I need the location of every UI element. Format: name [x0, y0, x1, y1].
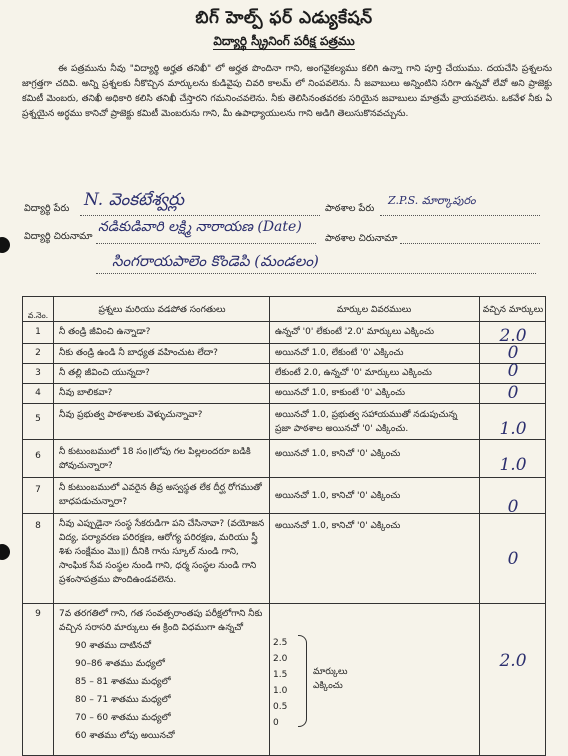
row-border-6 — [23, 477, 545, 478]
row-border-3 — [23, 383, 545, 384]
school-address-line — [400, 243, 540, 244]
col-divider-1 — [53, 297, 54, 755]
row-6-no: 6 — [35, 451, 41, 461]
row-border-2 — [23, 363, 545, 364]
row-border-header — [23, 321, 545, 322]
row-5-score[interactable]: 1.0 — [499, 419, 527, 439]
grade-mark-5: 0.5 — [273, 702, 288, 712]
student-address-value[interactable]: నడికుడివారి లక్ష్మి నారాయణ (Date) — [98, 219, 302, 235]
student-address-line — [96, 243, 316, 244]
row-9-score[interactable]: 2.0 — [499, 651, 527, 671]
col-divider-2 — [269, 297, 270, 755]
row-6-score[interactable]: 1.0 — [499, 455, 527, 475]
grade-band-2: 90–86 శాతము మధ్యలో — [75, 659, 165, 669]
row-3-score[interactable]: 0 — [507, 361, 519, 381]
row-5-detail: అయినచో 1.0, ప్రభుత్వ సహాయముతో నడుపుచున్న ప్రజా పాఠశాల అయినచో '0' ఎక్కించు. — [275, 410, 458, 434]
header-sno: వ.నెం. — [27, 311, 49, 320]
grade-mark-1: 2.5 — [273, 638, 288, 648]
student-address-label: విద్యార్థి చిరునామా — [24, 231, 93, 242]
row-2-question: నీకు తండ్రి ఉండి నీ బాధ్యత వహించుట లేదా? — [59, 348, 218, 358]
row-7-question: నీ కుటుంబములో ఎవరైన తీవ్ర అస్వస్థత లేక దీర్ఘ రోగముతో బాధపడుచున్నారా? — [59, 483, 262, 507]
grade-marks-scale — [273, 635, 287, 731]
grade-mark-2: 2.0 — [273, 654, 288, 664]
row-5-question: నీవు ప్రభుత్వ పాఠశాలకు వెళ్ళుచున్నావా? — [59, 410, 203, 420]
row-2-score[interactable]: 0 — [507, 343, 519, 363]
grade-band-1: 90 శాతము దాటినచో — [75, 641, 152, 651]
grade-mark-6: 0 — [273, 718, 279, 728]
address-line-2-value[interactable]: సింగరాయపాలెం కొండెపి (మండలం) — [112, 252, 319, 270]
row-3-detail: లేకుంటే 2.0, ఉన్నచో '0' మార్కులు ఎక్కించు — [275, 368, 432, 378]
row-1-no: 1 — [35, 327, 41, 337]
grade-marks-brace — [298, 635, 307, 727]
row-4-question: నీవు బాలికవా? — [59, 388, 113, 398]
grade-band-3: 85 – 81 శాతము మధ్యలో — [75, 677, 171, 687]
row-1-score[interactable]: 2.0 — [499, 326, 527, 346]
grade-mark-4: 1.0 — [273, 686, 288, 696]
row-3-question: నీ తల్లి జీవించి యున్నదా? — [59, 368, 150, 378]
instructions-paragraph: ఈ పత్రమును నీవు "విద్యార్థి అర్హత తనిఖీ" లో అర్హత పొందినా గాని, అంగవైకల్యము కలిగి ఉన్నా గాని పూర్తి చేయుము. దయచేసి ప్రశ్నలను జాగ్రత్తగా చదివి. అన్ని ప్రశ్నలకు నీకొచ్చిన మార్కులను కుడివైపు చివరి కాలమ్ లో నింపవలెను. నీ జవాబులు అన్నింటిని సరిగా ఉన్నవో లేవో అని ప్రాజెక్టు కమిటీ మెంబరు, తనిఖీ అధికారి కలిసి తనిఖీ చేస్తారని గమనించవలెను. నీకు తెలిసినంతవరకు సరియైన జవాబులు మాత్రమే వ్రాయవలెను. ఒకవేళ నీకు ఏ ప్రశ్నయైన అర్ధము కానిచో ప్రాజెక్టు కమిటీ మెంబరును గాని, మీ ఉపాధ్యాయులను గాని అడిగి తెలుసుకొనవచ్చును. — [22, 64, 552, 119]
grade-band-6: 60 శాతము లోపు అయినచో — [75, 731, 175, 741]
row-7-detail: అయినచో 1.0, కానిచో '0' ఎక్కించు — [275, 491, 401, 501]
page-subtitle — [0, 34, 568, 51]
school-name-label: పాఠశాల పేరు — [325, 203, 375, 214]
row-7-score[interactable]: 0 — [507, 497, 519, 517]
student-name-line — [80, 215, 320, 216]
header-marks-detail: మార్కుల వివరములు — [336, 305, 412, 315]
row-border-4 — [23, 403, 545, 404]
row-1-question: నీ తండ్రి జీవించి ఉన్నాడా? — [59, 327, 151, 337]
grade-band-4: 80 – 71 శాతము మధ్యలో — [75, 695, 171, 705]
row-4-detail: అయినచో 1.0, కాకుంటే '0' ఎక్కించు — [275, 388, 405, 398]
subtitle-text: విద్యార్థి స్క్రీనింగ్ పరీక్ష పత్రము — [213, 34, 355, 48]
row-2-no: 2 — [35, 348, 41, 358]
punch-hole-top — [0, 237, 10, 253]
row-6-question: నీ కుటుంబములో 18 సం॥లోపు గల పిల్లలందరూ బడికి పోవుచున్నారా? — [59, 447, 251, 471]
row-8-score[interactable]: 0 — [507, 549, 519, 569]
grade-marks-label: మార్కులు ఎక్కించు — [313, 667, 348, 691]
row-border-8 — [23, 603, 545, 604]
screening-table — [22, 296, 546, 756]
student-name-value[interactable]: N. వెంకటేశ్వర్లు — [84, 190, 184, 210]
row-3-no: 3 — [35, 368, 41, 378]
page-title: బిగ్ హెల్ప్ ఫర్ ఎడ్యుకేషన్ — [195, 8, 373, 28]
header-question: ప్రశ్నలు మరియు వడపోత సంగతులు — [98, 305, 226, 315]
row-border-5 — [23, 439, 545, 440]
row-border-1 — [23, 343, 545, 344]
student-name-label: విద్యార్థి పేరు — [24, 203, 70, 214]
row-border-7 — [23, 513, 545, 514]
row-1-detail: ఉన్నచో '0' లేకుంటే '2.0' మార్కులు ఎక్కించు — [275, 327, 434, 337]
school-address-label: పాఠశాల చిరునామా — [325, 233, 398, 244]
row-8-no: 8 — [35, 521, 41, 531]
row-9-question: 7వ తరగతిలో గాని, గత సంవత్సరాంతపు పరీక్షలోగాని నీకు వచ్చిన సరాసరి మార్కులు ఈ క్రింది విధముగా ఉన్నచో — [59, 609, 263, 633]
row-4-score[interactable]: 0 — [507, 383, 519, 403]
row-6-detail: అయినచో 1.0, కానిచో '0' ఎక్కించు — [275, 449, 401, 459]
row-7-no: 7 — [35, 485, 41, 495]
header-marks-obtained: వచ్చిన మార్కులు — [482, 305, 544, 315]
punch-hole-bottom — [0, 544, 10, 560]
grade-band-5: 70 – 60 శాతము మధ్యలో — [75, 713, 171, 723]
school-name-line — [380, 215, 540, 216]
row-8-detail: అయినచో 1.0, కానిచో '0' ఎక్కించు — [275, 521, 401, 531]
row-5-no: 5 — [35, 414, 41, 424]
row-4-no: 4 — [35, 388, 41, 398]
row-2-detail: అయినచో 1.0, లేకుంటే '0' ఎక్కించు — [275, 348, 404, 358]
row-8-question: నీవు ఎప్పుడైనా సంస్థ సేకరుడిగా పని చేసినావా? (వయోజన విద్య, పర్యావరణ పరిరక్షణ, ఆరోగ్య పరిరక్షణ, మరియు స్త్రీ శిశు సంక్షేమం మొ॥) దీనికి గాను స్కూల్ నుండి గాని, సాంఘిక సేవ సంస్థల నుండి గాని, ధర్మ సంస్థల నుండి గాని ప్రశంసాపత్రము పొందిఉండవలెను. — [59, 519, 265, 585]
school-name-value[interactable]: Z.P.S. మార్కాపురం — [388, 194, 476, 207]
row-9-no: 9 — [35, 609, 41, 619]
grade-mark-3: 1.5 — [273, 670, 288, 680]
